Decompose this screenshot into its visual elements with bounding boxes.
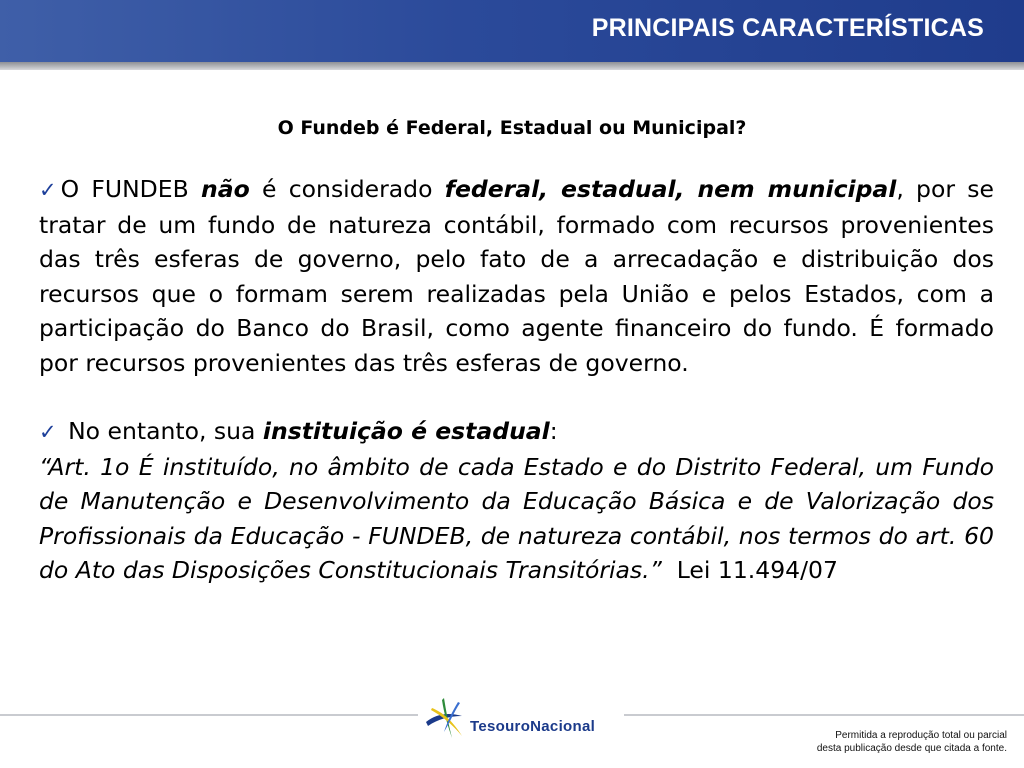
law-reference: Lei 11.494/07 (661, 556, 838, 584)
checkmark-icon: ✓ (39, 420, 57, 444)
slide-title: PRINCIPAIS CARACTERÍSTICAS (591, 14, 984, 42)
text-segment: O FUNDEB (60, 175, 202, 203)
footer-note-line-1: Permitida a reprodução total ou parcial (835, 730, 1007, 741)
footer-note-line-2: desta publicação desde que citada a fonte. (816, 743, 1007, 754)
emphasis-instituicao: instituição é estadual (262, 417, 550, 445)
header-stripe (0, 62, 1024, 70)
slide-subtitle: O Fundeb é Federal, Estadual ou Municipal? (277, 117, 747, 139)
text-segment: : (549, 417, 558, 445)
checkmark-icon: ✓ (39, 178, 57, 202)
emphasis-nao: não (201, 175, 250, 203)
slide-content (39, 172, 994, 588)
star-swoosh-icon (422, 692, 470, 748)
paragraph-estadual (39, 414, 994, 588)
text-segment: No entanto, sua (60, 417, 263, 445)
paragraph-federal (39, 172, 994, 380)
text-segment: , por se tratar de um fundo de natureza contábil, formado com recursos provenientes das três esferas de governo, pelo fato de a arrecadação e distribuição dos recursos que o formam serem realizadas pela União e pelos Estados, com a participação do Banco do Brasil, como agente financeiro do fundo. É formado por recursos provenientes das três esferas de governo. (39, 175, 994, 377)
footer-note (817, 729, 1007, 755)
tesouro-nacional-logo (418, 692, 624, 748)
emphasis-federal-estadual: federal, estadual, nem municipal (444, 175, 897, 203)
law-quote: “Art. 1o É instituído, no âmbito de cada Estado e do Distrito Federal, um Fundo de Manutenção e Desenvolvimento da Educação Básica e de Valorização dos Profissionais da Educação - FUNDEB, de natureza contábil, nos termos do art. 60 do Ato das Disposições Constitucionais Transitórias.” (39, 452, 994, 584)
text-segment: é considerado (249, 175, 445, 203)
header-bar (0, 0, 1024, 62)
logo-wordmark: TesouroNacional (470, 718, 596, 735)
